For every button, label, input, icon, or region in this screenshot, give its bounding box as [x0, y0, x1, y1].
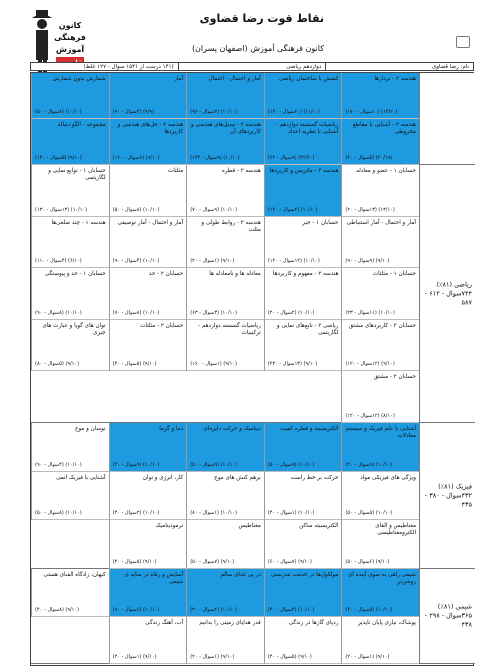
- topic-title: هندسه ۲ - حل‌های هندسی و کاربردها: [117, 122, 184, 135]
- topic-cell: [31, 119, 109, 165]
- topic-cell: [264, 423, 342, 472]
- topic-title: در پی غذای سالم: [220, 572, 261, 578]
- topic-score: (۹/۱۰) (۶سوال - ۱۶۰): [112, 155, 160, 161]
- topic-cell: [31, 472, 109, 521]
- info-name: نام: رضا قضاوی: [325, 63, 473, 70]
- topic-cell: [31, 423, 109, 472]
- logo-text-3: آموزش: [55, 45, 85, 54]
- topic-score: (۱۰/۱۰) (۸سوال - ۵۰): [35, 510, 82, 517]
- topic-cell: [264, 569, 342, 617]
- topic-cell: [341, 371, 419, 423]
- topic-title: دما و گرما: [159, 426, 184, 432]
- form-icon: [456, 36, 470, 48]
- topic-score: (۱۰/۱۰) (۹سوال - ۴۰): [112, 461, 160, 468]
- topic-title: حسابان ۱ - حد و پیوستگی: [44, 271, 106, 278]
- topic-cell: [109, 217, 187, 269]
- topic-title: هندسه ۱ - چند ضلعی‌ها: [51, 219, 106, 226]
- topic-title: شیمی راهی به سوی آینده ای روشن‌تر: [347, 572, 416, 585]
- topic-cell: [341, 423, 419, 472]
- subject-row: [31, 73, 475, 165]
- topic-cell: [264, 217, 342, 269]
- topic-title: شمارش بدون شمارش: [52, 76, 106, 82]
- topic-cell: [31, 320, 109, 372]
- topic-score: (۱۰/۱۰) (۶سوال - ۹۰): [112, 606, 160, 613]
- topic-title: حسابان ۱ - جبر: [302, 219, 339, 226]
- topic-title: آشنایی با فیزیک اتمی: [56, 474, 106, 481]
- topic-cell: [186, 472, 264, 521]
- topic-title: حسابان ۲ - مثلثات: [140, 322, 184, 329]
- topic-title: حسابان ۱ - مثلثات: [372, 271, 416, 278]
- topic-cell: [264, 268, 342, 320]
- topic-cell: [109, 268, 187, 320]
- topic-cell: [186, 165, 264, 217]
- topic-score: (۱۰/۱۰) (۱۳سوال - ۱۳۰): [35, 206, 88, 213]
- subject-row: [31, 423, 475, 569]
- topic-cell: [341, 165, 419, 217]
- topic-cell: [264, 320, 342, 372]
- info-row: [30, 62, 474, 71]
- topic-cell: [31, 73, 109, 119]
- topic-title: کار، انرژی و توان: [142, 474, 184, 481]
- topic-cell: [264, 165, 342, 217]
- topic-score: (۹/۱۰) (۱۲سوال - ۱۲۰): [345, 361, 395, 368]
- topic-title: کشش با ساختمان ریاضی: [279, 76, 339, 82]
- topic-cell: [186, 217, 264, 269]
- topic-cell: [186, 569, 264, 617]
- topic-score: (۱۰/۱۰) (۱سوال - ۴۰): [267, 510, 315, 517]
- topic-score: (۱۰/۱۰) (۸سوال - ۵۰): [112, 206, 160, 213]
- topic-score: (۹/۱۰) (۹سوال - ۹۰): [345, 258, 390, 265]
- topic-score: (۲۰/۱۹) (۵سوال - ۴۰): [345, 155, 393, 161]
- topic-score: (۹/۱۰) (۸سوال - ۴۰): [35, 606, 80, 613]
- topic-title: مغناطیس: [238, 523, 261, 530]
- topic-score: (۹/۱۰) (۷سوال - ۵۰): [190, 558, 235, 565]
- topic-score: (۱۰/۱۰) (۲سوال - ۴۰): [267, 606, 315, 613]
- topic-score: (۶/۱۰) (۴سوال - ۱۱۰): [35, 258, 82, 265]
- topic-score: (۹/۱۰) (۱سوال - ۲۰): [190, 258, 235, 265]
- topic-title: الکتریسیته ساکن: [299, 523, 339, 530]
- topic-score: (۱۰/۱۰) (۹سوال - ۵۰): [190, 461, 237, 468]
- info-grade: دوازدهم ریاضی: [178, 63, 326, 70]
- topic-title: مغناطیس و القای الکترومغناطیسی: [375, 523, 416, 537]
- topic-title: ریاضی ۲ - تابع‌های نمایی و لگاریتمی: [276, 322, 339, 336]
- topic-title: آمار و احتمال - احتمال: [208, 76, 261, 82]
- topic-score: (۹/۱۰) (۱سوال - ۱۶۰): [190, 361, 237, 368]
- topic-title: آشنایی با علم فیزیک و سیستم معادلات: [345, 426, 416, 439]
- subject-label: [419, 165, 475, 422]
- logo-text-2: فرهنگی: [54, 33, 86, 42]
- topic-title: نوسان و موج: [74, 426, 106, 432]
- info-stats: (۱۴۱ درست از ۱۵۴۱ سوال - ۱۲۷ غلط): [83, 64, 174, 70]
- topic-score: (۹/۱۰) (۵سوال - ۱۴۰): [35, 155, 82, 161]
- topic-score: (۹/۹) (۴سوال - ۹۰): [112, 109, 154, 115]
- topic-cell: [341, 320, 419, 372]
- topic-cell: [264, 73, 342, 119]
- topic-cell: [109, 472, 187, 521]
- logo-text-1: کانون: [58, 21, 82, 30]
- topic-score: (۱۰/۱۰) (۱۲سوال - ۱۲۰): [267, 258, 320, 265]
- topic-title: هندسه ۳ - ماتریس و کاربردها: [269, 168, 339, 174]
- subject-text: شیمی (۸۱٪) ۳۶۵سوال - ۲۹۸ - ۴۳۸: [424, 602, 472, 629]
- topic-score: (۹/۱۰) (۱سوال - ۲۰): [345, 654, 390, 660]
- topic-title: آمار و احتمال - آمار توصیفی: [117, 219, 184, 226]
- topic-title: حسابان ۲ - مشتق: [373, 374, 416, 381]
- subject-row: [31, 165, 475, 423]
- topic-title: هندسه ۲ - بردارها: [374, 76, 416, 82]
- topic-title: حسابان ۱ - عضو و معادله: [356, 168, 416, 174]
- topic-cell: [186, 119, 264, 165]
- topic-title: الکتریسیته و قطره کمیت: [279, 426, 339, 432]
- topic-cell: [341, 472, 419, 521]
- page-subtitle: کانون فرهنگی آموزش (اصفهان پسران): [191, 44, 324, 53]
- topic-score: (۱۰/۱۰) (۲سوال - ۹۶): [190, 109, 237, 115]
- topic-cell: [31, 217, 109, 269]
- topic-score: (۱۱/۱۰) (۲۰سوال - ۱۲۰): [267, 109, 320, 115]
- subject-row: [31, 569, 475, 664]
- topic-cell: [341, 73, 419, 119]
- topic-title: آب، آهنگ زندگی: [145, 619, 184, 626]
- subject-text: ریاضی (۸۱٪) ۷۴۴سوال - ۶۱۲ - ۵۸۷: [424, 280, 472, 306]
- topic-cell: [109, 119, 187, 165]
- topic-cell: [186, 268, 264, 320]
- topic-cell: [109, 320, 187, 372]
- topic-title: هندسه ۲ - روابط طولی و مثلث: [201, 219, 261, 233]
- topic-score: (۱۰/۱۰) (۹سوال - ۵۰): [267, 461, 315, 468]
- topic-cell: [341, 617, 419, 665]
- topic-score: (۹/۱۰) (۵سوال - ۸۰): [35, 361, 80, 368]
- topic-score: (۱۰/۱۰) (۵سوال - ۴۰): [345, 606, 393, 613]
- topic-score: (۳۶/۲۰) (۹سوال - ۶۴): [267, 155, 315, 161]
- topic-cell: [186, 423, 264, 472]
- topic-title: مولکول‌ها در خدمت تندرستی: [270, 572, 339, 578]
- topic-score: (۱۰/۱۰) (۱سوال - ۸۰): [190, 510, 237, 517]
- topic-score: (۱۰/۱۰) (۹سوال - ۱۴۴): [190, 155, 240, 161]
- topic-title: قدر هدایای زمینی را بدانیم: [199, 619, 261, 626]
- subject-label: [419, 73, 475, 164]
- topic-score: (۱۰/۱۰) (۲سوال - ۲۰): [267, 309, 315, 316]
- topic-score: (۸/۱۰) (۱۲سوال - ۱۲۰): [345, 412, 395, 419]
- topic-cell: [341, 569, 419, 617]
- report-header: [22, 8, 474, 64]
- topic-title: دینامیک و حرکت دایره‌ای: [203, 426, 261, 432]
- topic-title: معادله ها و نامعادله ها: [209, 271, 261, 278]
- topic-score: (۱۰/۱۰) (۸سوال - ۷۰): [112, 309, 160, 316]
- topic-title: ردپای گازها در زندگی: [288, 619, 339, 626]
- topic-cell: [109, 73, 187, 119]
- topic-title: ریاضیات گسسته دوازدهم - آشنایی با نظریه اعداد: [275, 122, 339, 135]
- page-title: نقاط قوت رضا قضاوی: [199, 12, 324, 25]
- topic-score: (۱۰/۱۰) (۵سوال - ۵۰): [345, 510, 393, 517]
- topic-score: (۹/۱۰) (۵سوال - ۴۰): [112, 558, 157, 565]
- topic-title: مجموعه - الگو دنباله: [57, 122, 106, 128]
- topic-cell: [341, 520, 419, 569]
- topic-title: ترمودینامیک: [155, 523, 184, 530]
- topic-score: (۹/۱۰) (۵سوال - ۴۰): [112, 361, 157, 368]
- topic-cell: [109, 520, 187, 569]
- topic-cell: [31, 268, 109, 320]
- topic-cell: [31, 165, 109, 217]
- topic-title: آسایش و رفاه در سایه ی شیمی: [124, 572, 184, 585]
- topic-score: (۱۰/۱۰) (۲سوال - ۴۰): [112, 510, 160, 517]
- topic-score: (۱۴/۲۰) (۱۰سوال - ۱۷۰): [345, 109, 398, 115]
- subject-text: فیزیک (۸۱٪) ۴۳۲سوال - ۳۸۰ - ۴۳۵: [424, 482, 472, 508]
- topic-title: آمار: [174, 76, 184, 82]
- topic-score: (۱۰/۱۰) (۴سوال - ۱۴۰): [267, 206, 318, 213]
- topic-title: هندسه ۳ - آشنایی با مقاطع مخروطی: [352, 122, 416, 135]
- topic-score: (۹/۱۰) (۶سوال - ۵۰): [345, 558, 390, 565]
- topic-cell: [109, 165, 187, 217]
- topic-cell: [109, 617, 187, 665]
- subject-label: [419, 569, 475, 663]
- topic-cell: [186, 520, 264, 569]
- topic-title: مثلثات: [168, 168, 184, 174]
- topic-cell: [109, 569, 187, 617]
- topic-score: (۱۳/۱۰) (۱۳سوال - ۲۰): [345, 206, 395, 213]
- subject-label: [419, 423, 475, 568]
- topic-cell: [264, 520, 342, 569]
- topic-title: ویژگی های فیزیکی مواد: [360, 474, 416, 481]
- topic-title: ریاضیات گسسته دوازدهم - ترکیبیات: [198, 322, 261, 336]
- topic-cell: [341, 268, 419, 320]
- topic-cell: [341, 119, 419, 165]
- topic-title: حسابان ۲ - کاربردهای مشتق: [348, 322, 416, 329]
- topic-title: هندسه ۲ - مفهوم و کاربردها: [272, 271, 339, 278]
- topic-cell: [264, 119, 342, 165]
- topic-title: آمار و احتمال - آمار استنباطی: [346, 219, 416, 226]
- topic-score: (۱۰/۱۰) (۹سوال - ۷۰): [190, 206, 237, 213]
- topic-title: حسابان ۲ - حد: [148, 271, 184, 278]
- strengths-grid: [30, 72, 474, 666]
- topic-score: (۱۰/۱۰) (۹سوال - ۴۰): [345, 461, 393, 468]
- topic-score: (۱۰/۱۰) (۳سوال - ۶۳): [190, 309, 237, 316]
- topic-score: (۹/۱۰) (۵سوال - ۴۰): [267, 654, 312, 660]
- topic-score: (۱۰/۱۰) (۸سوال - ۵۰): [35, 109, 82, 115]
- topic-score: (۹/۱۰) (۱سوال - ۲۰): [112, 654, 157, 660]
- topic-cell: [264, 472, 342, 521]
- topic-score: (۹/۱۰) (۱سوال - ۲۰): [190, 654, 235, 660]
- topic-cell: [264, 617, 342, 665]
- topic-title: کیهان، زادگاه الفبای هستی: [43, 572, 106, 578]
- topic-score: (۹/۱۰) (۱۳سوال - ۲۳۰): [267, 361, 318, 368]
- topic-title: برهم کنش های موج: [214, 474, 261, 481]
- topic-cell: [186, 617, 264, 665]
- topic-title: حسابان ۱ - توابع نمایی و لگاریتمی: [48, 168, 106, 181]
- topic-score: (۱۰/۱۰) (۱۱سوال - ۲۳): [345, 309, 395, 316]
- topic-title: حرکت بر خط راست: [290, 474, 339, 481]
- topic-cell: [109, 423, 187, 472]
- topic-cell: [186, 73, 264, 119]
- topic-title: هندسه ۲ - تبدیل‌های هندسی و کاربردهای آن: [190, 122, 261, 135]
- topic-title: هندسه ۲ - قطره: [221, 168, 261, 174]
- topic-score: (۱۰/۱۰) (۴سوال - ۳۰): [190, 606, 237, 613]
- topic-score: (۱۰/۱۰) (۴سوال - ۹۰): [112, 258, 160, 265]
- topic-score: (۹/۱۰) (۷سوال - ۶۰): [267, 558, 312, 565]
- topic-cell: [31, 569, 109, 617]
- topic-score: (۱۰/۱۰) (۸سوال - ۹۰): [35, 309, 82, 316]
- topic-score: (۱۰/۱۰) (۴سوال - ۹۰): [35, 461, 82, 468]
- topic-cell: [341, 217, 419, 269]
- topic-title: پوشاک، نیازی پایان ناپذیر: [357, 619, 416, 626]
- topic-cell: [186, 320, 264, 372]
- topic-title: توان های گویا و عبارت های جبری: [42, 322, 106, 336]
